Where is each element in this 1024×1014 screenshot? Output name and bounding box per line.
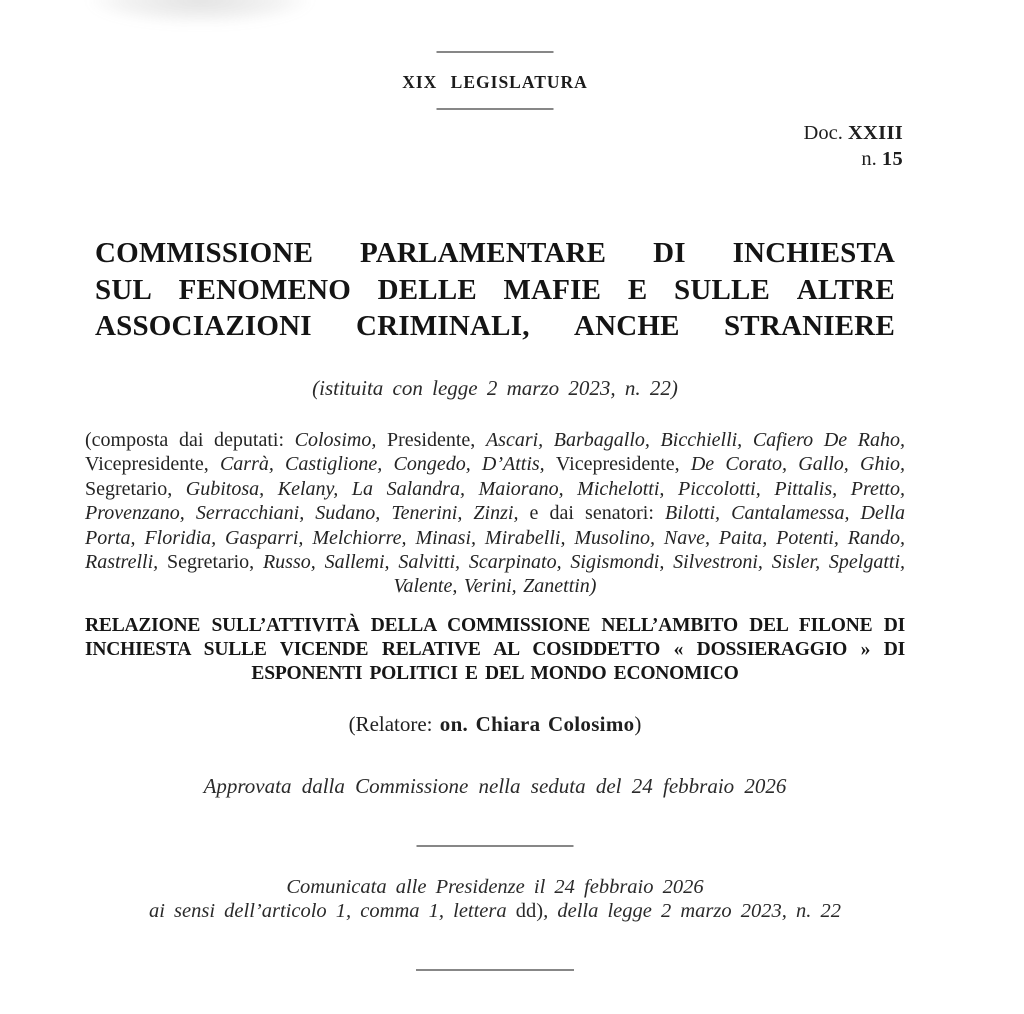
separator-rule-bottom	[416, 969, 574, 971]
communication-block	[85, 876, 905, 923]
report-title: RELAZIONE SULL’ATTIVITÀ DELLA COMMISSIONE NELL’AMBITO DEL FILONE DI INCHIESTA SULLE VICENDE RELATIVE AL COSIDDETTO « DOSSIERAGGIO » DI ESPONENTI POLITICI E DEL MONDO ECONOMICO	[85, 615, 905, 684]
approval-line: Approvata dalla Commissione nella seduta del 24 febbraio 2026	[203, 774, 787, 798]
communication-line1: Comunicata alle Presidenze il 24 febbraio 2026	[286, 876, 704, 898]
composition-paragraph: (composta dai deputati: Colosimo, Presidente, Ascari, Barbagallo, Bicchielli, Cafiero De Raho, Vicepresidente, Carrà, Castiglione, Congedo, D’Attis, Vicepresidente, De Corato, Gallo, Ghio, Segretario, Gubitosa, Kelany, La Salandra, Maiorano, Michelotti, Piccolotti, Pittalis, Pretto, Provenzano, Serracchiani, Sudano, Tenerini, Zinzi, e dai senatori: Bilotti, Cantalamessa, Della Porta, Floridia, Gasparri, Melchiorre, Minasi, Mirabelli, Musolino, Nave, Paita, Potenti, Rando, Rastrelli, Segretario, Russo, Sallemi, Salvitti, Scarpinato, Sigismondi, Silvestroni, Sisler, Spelgatti, Valente, Verini, Zanettin)	[85, 429, 906, 598]
communication-line2: ai sensi dell’articolo 1, comma 1, lettera dd), della legge 2 marzo 2023, n. 22	[148, 899, 841, 922]
doc-number-line1: Doc. XXIII	[803, 122, 903, 144]
separator-rule-header-bottom	[437, 108, 554, 110]
legislature-heading: XIX LEGISLATURA	[402, 72, 588, 92]
separator-rule-middle	[417, 845, 574, 847]
institution-note: (istituita con legge 2 marzo 2023, n. 22)	[312, 376, 678, 400]
relatore-line: (Relatore: on. Chiara Colosimo)	[348, 712, 642, 736]
commission-title-line-3: ASSOCIAZIONI CRIMINALI, ANCHE STRANIERE	[95, 310, 895, 342]
commission-title-line-2: SUL FENOMENO DELLE MAFIE E SULLE ALTRE	[95, 273, 895, 306]
commission-title	[95, 237, 895, 347]
doc-number-line2: n. 15	[861, 148, 903, 170]
doc-number	[804, 120, 903, 172]
separator-rule-top	[437, 51, 554, 53]
content-column	[85, 0, 905, 1014]
commission-title-line-1: COMMISSIONE PARLAMENTARE DI INCHIESTA	[95, 237, 895, 269]
